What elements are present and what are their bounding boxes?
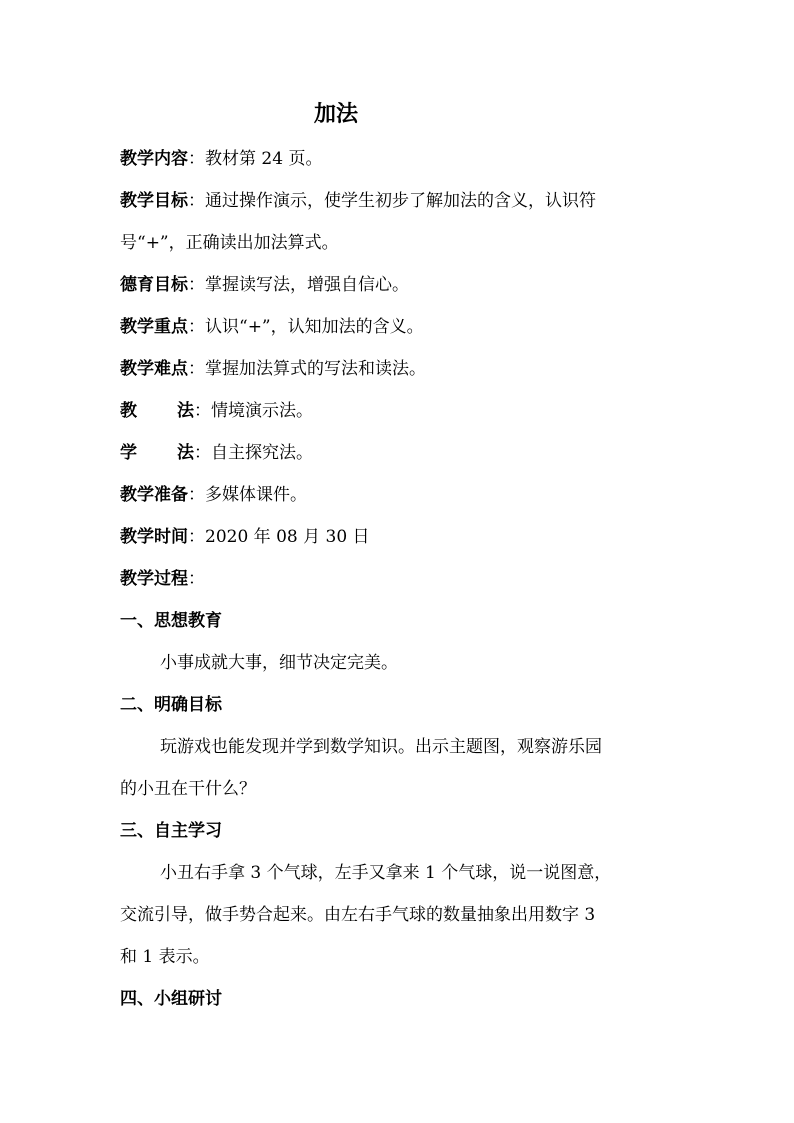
section-paragraph-line: 小丑右手拿 3 个气球，左手又拿来 1 个气球，说一说图意， <box>160 863 612 883</box>
section-heading: 三、自主学习 <box>120 821 222 841</box>
field-separator: ： <box>188 359 205 379</box>
field-value: 2020 年 08 月 30 日 <box>205 527 370 547</box>
field-key-point <box>120 316 680 338</box>
document-title: 加法 <box>313 102 358 127</box>
section-heading: 四、小组研讨 <box>120 989 222 1009</box>
field-preparation <box>120 484 680 506</box>
section-heading: 一、思想教育 <box>120 611 222 631</box>
field-label: 教学重点 <box>120 317 188 337</box>
field-objective-continued <box>120 232 680 254</box>
field-separator: ： <box>194 401 211 421</box>
field-separator: ： <box>188 569 205 589</box>
field-label: 教学准备 <box>120 485 188 505</box>
section-heading: 二、明确目标 <box>120 695 222 715</box>
field-separator: ： <box>188 191 205 211</box>
field-value: 掌握加法算式的写法和读法。 <box>205 359 426 379</box>
field-teaching-method <box>120 400 680 422</box>
field-process <box>120 568 680 590</box>
field-value: 多媒体课件。 <box>205 485 307 505</box>
field-value: 通过操作演示，使学生初步了解加法的含义，认识符 <box>205 191 596 211</box>
field-value: 掌握读写法，增强自信心。 <box>205 275 409 295</box>
field-separator: ： <box>188 485 205 505</box>
field-label: 教学时间 <box>120 527 188 547</box>
field-label-part1: 学 <box>120 443 137 463</box>
field-label: 教学内容 <box>120 149 188 169</box>
field-objective <box>120 190 680 212</box>
field-moral-goal <box>120 274 680 296</box>
field-label: 德育目标 <box>120 275 188 295</box>
section-paragraph-line: 小事成就大事，细节决定完美。 <box>160 653 398 673</box>
field-separator: ： <box>188 149 205 169</box>
field-label: 教学目标 <box>120 191 188 211</box>
section-paragraph-line: 玩游戏也能发现并学到数学知识。出示主题图，观察游乐园 <box>160 737 602 757</box>
field-label: 教学难点 <box>120 359 188 379</box>
field-label-part2: 法 <box>177 401 194 421</box>
field-value: 情境演示法。 <box>211 401 313 421</box>
field-content <box>120 148 680 170</box>
field-learning-method <box>120 442 680 464</box>
section-paragraph-line: 和 1 表示。 <box>120 947 210 967</box>
field-time <box>120 526 680 548</box>
field-separator: ： <box>194 443 211 463</box>
field-label-part2: 法 <box>177 443 194 463</box>
field-label-part1: 教 <box>120 401 137 421</box>
field-value: 教材第 24 页。 <box>205 149 323 169</box>
field-separator: ： <box>188 275 205 295</box>
section-paragraph-line: 的小丑在干什么？ <box>120 779 256 799</box>
field-value-continued: 号“+”，正确读出加法算式。 <box>120 233 339 253</box>
field-label: 教学过程 <box>120 569 188 589</box>
field-separator: ： <box>188 317 205 337</box>
field-value: 自主探究法。 <box>211 443 313 463</box>
field-difficulty <box>120 358 680 380</box>
section-paragraph-line: 交流引导，做手势合起来。由左右手气球的数量抽象出用数字 3 <box>120 905 596 925</box>
field-value: 认识“+”，认知加法的含义。 <box>205 317 424 337</box>
field-separator: ： <box>188 527 205 547</box>
